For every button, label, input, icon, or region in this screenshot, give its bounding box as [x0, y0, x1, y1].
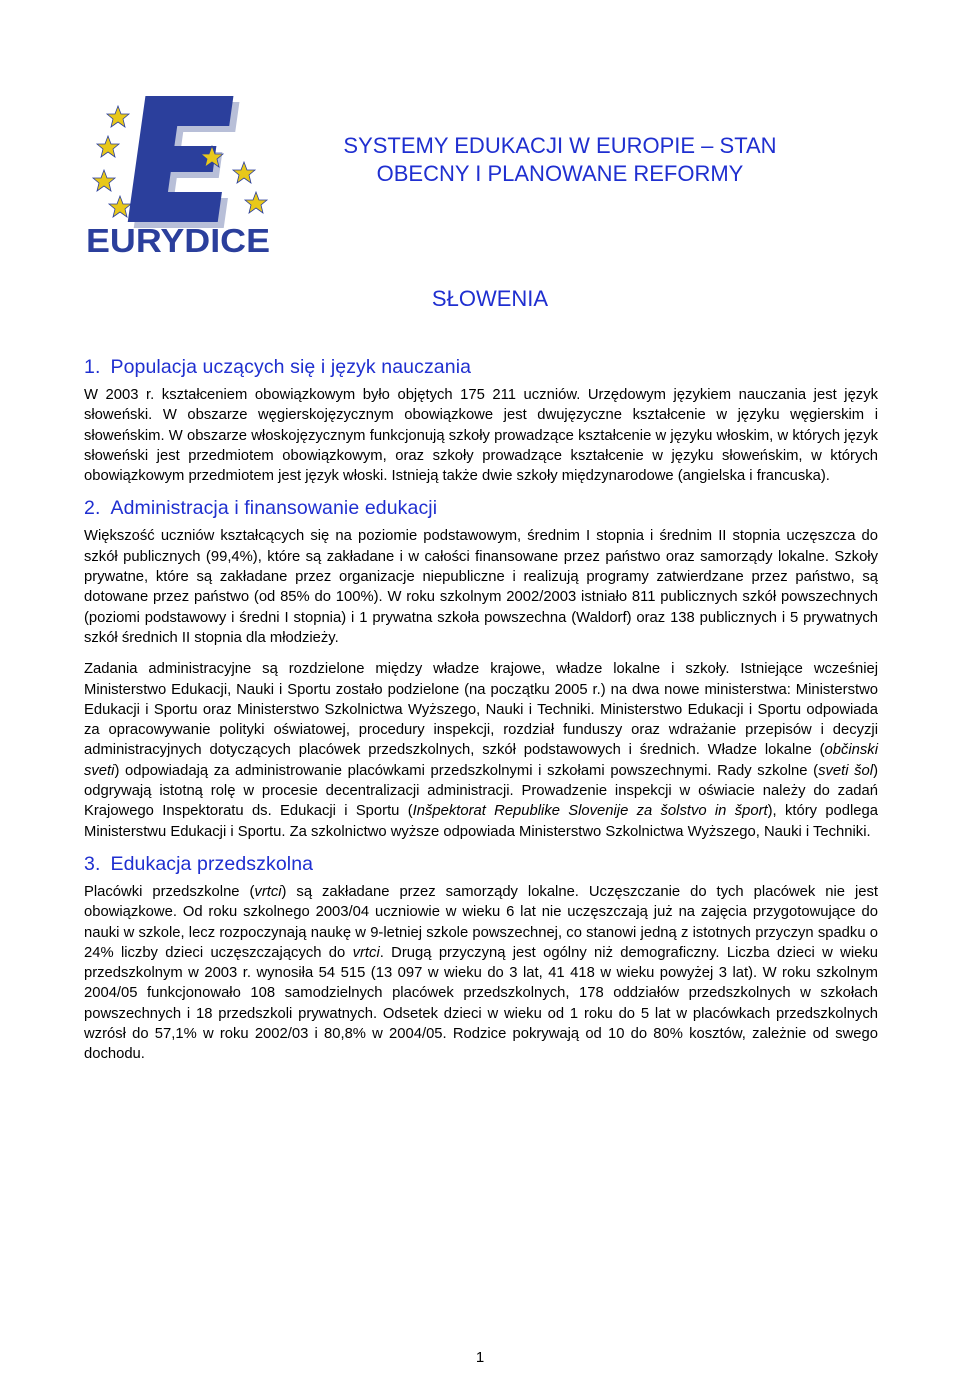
- section-1-paragraph: W 2003 r. kształceniem obowiązkowym było objętych 175 211 uczniów. Urzędowym językiem nauczania jest język słoweński. W obszarze węgierskojęzycznym obowiązkowe jest dwujęzyczne kształcenie w języku węgierskim i słoweńskim. W obszarze włoskojęzycznym funkcjonują szkoły prowadzące kształcenie w języku włoskim, w których język słoweński jest przedmiotem obowiązkowym, oraz szkoły prowadzące kształcenie w języku słoweńskim, w których obowiązkowym przedmiotem jest język włoski. Istnieją także dwie szkoły międzynarodowe (angielska i francuska).: [84, 387, 878, 485]
- country-heading: SŁOWENIA: [431, 286, 549, 311]
- text-run: ) odpowiadają za administrowanie placówkami przedszkolnymi i szkołami powszechnymi. Rady szkolne (: [114, 762, 819, 779]
- page-number: 1: [475, 1349, 485, 1366]
- section-title: Administracja i finansowanie edukacji: [110, 497, 438, 520]
- section-2-paragraph-2: [84, 659, 878, 842]
- star-icon: [245, 192, 267, 213]
- text-run: ) są zakładane przez samorządy lokalne. Uczęszczanie do tych placówek nie jest obowiązkowe. Od roku szkolnego 2003/04 uczniowie w wieku 6 lat nie uczęszczają już na zajęcia przygotowujące do nauki w szkole, lecz rozpoczynają naukę w 9-letniej szkole powszechnej, co stanowi jedną z istotnych przyczyn spadku o 24% liczby dzieci uczęszczających do: [84, 883, 878, 961]
- text-run: ) odgrywają istotną rolę w procesie decentralizacji administracji. Prowadzenie inspekcji w oświacie należy do zadań Krajowego Inspektoratu ds. Edukacji i Sportu (: [84, 762, 878, 820]
- section-number: 2.: [84, 497, 101, 520]
- section-number: 3.: [84, 852, 101, 875]
- star-icon: [109, 196, 131, 217]
- text-run: Placówki przedszkolne (: [84, 883, 255, 900]
- section-1-heading: [84, 356, 878, 379]
- term-sveti-sol: sveti šol: [818, 762, 874, 779]
- section-2-paragraph-1: Większość uczniów kształcących się na poziomie podstawowym, średnim I stopnia i średnim II stopnia uczęszcza do szkół publicznych (99,4%), które są zakładane i w całości finansowane przez państwo oraz samorządy lokalne. Szkoły prywatne, które są zakładane przez organizacje niepubliczne i realizują programy zatwierdzane przez państwo, są dotowane przez państwo (od 85% do 100%). W roku szkolnym 2002/2003 istniało 811 publicznych szkół powszechnych (poziomi podstawowy i średni I stopnia) i 1 prywatna szkoła powszechna (Waldorf) oraz 138 publicznych i 5 prywatnych szkół średnich II stopnia dla młodzieży.: [84, 528, 878, 646]
- title-line-2: OBECNY I PLANOWANE REFORMY: [376, 161, 744, 186]
- section-title: Populacja uczących się i język nauczania: [110, 356, 472, 378]
- document-title: [300, 132, 820, 188]
- star-icon: [93, 170, 115, 191]
- star-icon: [97, 136, 119, 157]
- star-icon: [233, 162, 255, 183]
- term-vrtci: vrtci: [254, 883, 282, 900]
- eurydice-logo-graphic: [84, 92, 272, 260]
- section-number: 1.: [84, 356, 101, 378]
- term-inspektorat: Inšpektorat Republike Slovenije za šolstvo in šport: [412, 803, 768, 820]
- document-body: [84, 356, 878, 1076]
- logo-wordmark: EURYDICE: [86, 222, 270, 259]
- text-run: ), który podlega Ministerstwu Edukacji i Sportu. Za szkolnictwo wyższe odpowiada Ministerstwo Szkolnictwa Wyższego, Nauki i Techniki.: [84, 803, 878, 840]
- section-2-heading: [84, 497, 878, 520]
- text-run: Zadania administracyjne są rozdzielone między władze krajowe, władze lokalne i szkoły. Istniejące wcześniej Ministerstwo Edukacji, Nauki i Sportu zostało podzielone (na początku 2005 r.) na dwa nowe ministerstwa: Ministerstwo Edukacji i Sportu oraz Ministerstwo Szkolnictwa Wyższego, Nauki i Techniki. Ministerstwo Edukacji i Sportu odpowiada za opracowywanie polityki oświatowej, procedury inspekcji, rozdział funduszy oraz wdrażanie przepisów i decyzji administracyjnych dotyczących placówek przedszkolnych, szkół podstawowych i średnich. Władze lokalne (: [84, 661, 878, 759]
- section-3-paragraph: [84, 882, 878, 1065]
- text-run: . Drugą przyczyną jest ogólny niż demograficzny. Liczba dzieci w wieku przedszkolnym w 2003 r. wynosiła 54 515 (13 097 w wieku do 3 lat, 41 418 w wieku powyżej 3 lat). W roku szkolnym 2004/05 funkcjonowało 108 samodzielnych placówek przedszkolnych, 178 oddziałów przedszkolnych w szkołach powszechnych i 18 przedszkoli prywatnych. Odsetek dzieci w wieku od 1 roku do 5 lat w placówkach przedszkolnych wzrósł do 57,1% w roku 2002/03 i 80,8% w 2004/05. Rodzice pokrywają od 10 do 80% kosztów, zależnie od swego dochodu.: [84, 944, 879, 1063]
- term-vrtci: vrtci: [352, 944, 380, 961]
- eurydice-logo: [84, 92, 272, 260]
- section-title: Edukacja przedszkolna: [110, 852, 314, 875]
- section-3-heading: [84, 853, 878, 876]
- term-obcinski-sveti: občinski sveti: [84, 742, 878, 779]
- title-line-1: SYSTEMY EDUKACJI W EUROPIE – STAN: [343, 133, 777, 158]
- star-icon: [107, 106, 129, 127]
